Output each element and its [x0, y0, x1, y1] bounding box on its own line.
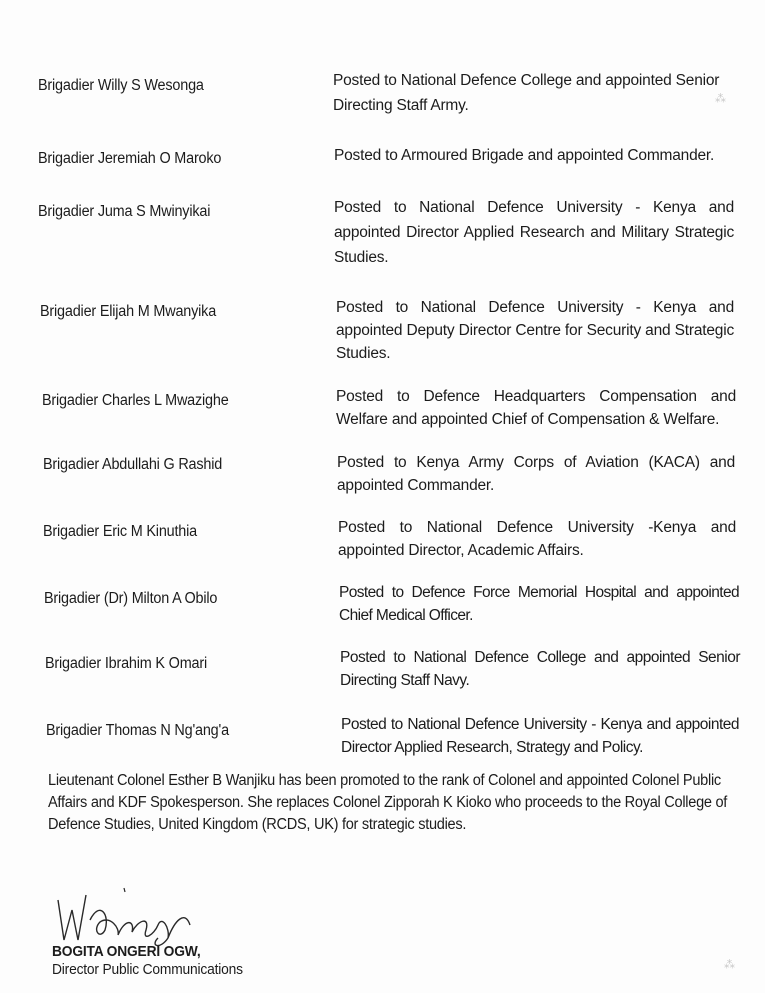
scan-artifact: ⁂: [724, 959, 735, 971]
posting-description: Posted to National Defence College and appointed Senior Directing Staff Navy.: [340, 649, 740, 689]
officer-name: Brigadier Abdullahi G Rashid: [43, 456, 223, 473]
signatory-title: Director Public Communications: [52, 961, 243, 978]
officer-name: Brigadier Thomas N Ng'ang'a: [46, 722, 229, 739]
officer-name: Brigadier Elijah M Mwanyika: [40, 303, 217, 320]
posting-description: Posted to Defence Headquarters Compensation and Welfare and appointed Chief of Compensation & Welfare.: [336, 388, 736, 428]
posting-description: Posted to National Defence University - Kenya and appointed Director Applied Research, Strategy and Policy.: [341, 716, 739, 756]
signature-image: [50, 880, 210, 950]
scan-artifact: ⁂: [715, 93, 726, 105]
posting-description: Posted to National Defence University - Kenya and appointed Director Applied Research and Military Strategic Studies.: [334, 199, 734, 266]
officer-name: Brigadier Charles L Mwazighe: [42, 392, 229, 409]
posting-description: Posted to National Defence University - Kenya and appointed Deputy Director Centre for Security and Strategic Studies.: [336, 299, 734, 362]
officer-name: Brigadier Eric M Kinuthia: [43, 523, 197, 540]
officer-name: Brigadier Jeremiah O Maroko: [38, 150, 222, 167]
promotion-paragraph: Lieutenant Colonel Esther B Wanjiku has been promoted to the rank of Colonel and appointed Colonel Public Affairs and KDF Spokesperson. She replaces Colonel Zipporah K Kioko who proceeds to the Royal College of Defence Studies, United Kingdom (RCDS, UK) for strategic studies.: [48, 772, 728, 833]
officer-name: Brigadier Ibrahim K Omari: [45, 655, 207, 672]
posting-description: Posted to National Defence University -Kenya and appointed Director, Academic Affairs.: [338, 519, 736, 559]
officer-name: Brigadier (Dr) Milton A Obilo: [44, 590, 218, 607]
posting-description: Posted to Armoured Brigade and appointed Commander.: [334, 147, 715, 164]
signatory-name: BOGITA ONGERI OGW,: [52, 943, 201, 960]
officer-name: Brigadier Juma S Mwinyikai: [38, 203, 211, 220]
posting-description: Posted to Kenya Army Corps of Aviation (KACA) and appointed Commander.: [337, 454, 735, 494]
posting-description: Posted to Defence Force Memorial Hospital and appointed Chief Medical Officer.: [339, 584, 739, 624]
posting-description: Posted to National Defence College and appointed Senior Directing Staff Army.: [333, 72, 720, 114]
officer-name: Brigadier Willy S Wesonga: [38, 77, 204, 94]
